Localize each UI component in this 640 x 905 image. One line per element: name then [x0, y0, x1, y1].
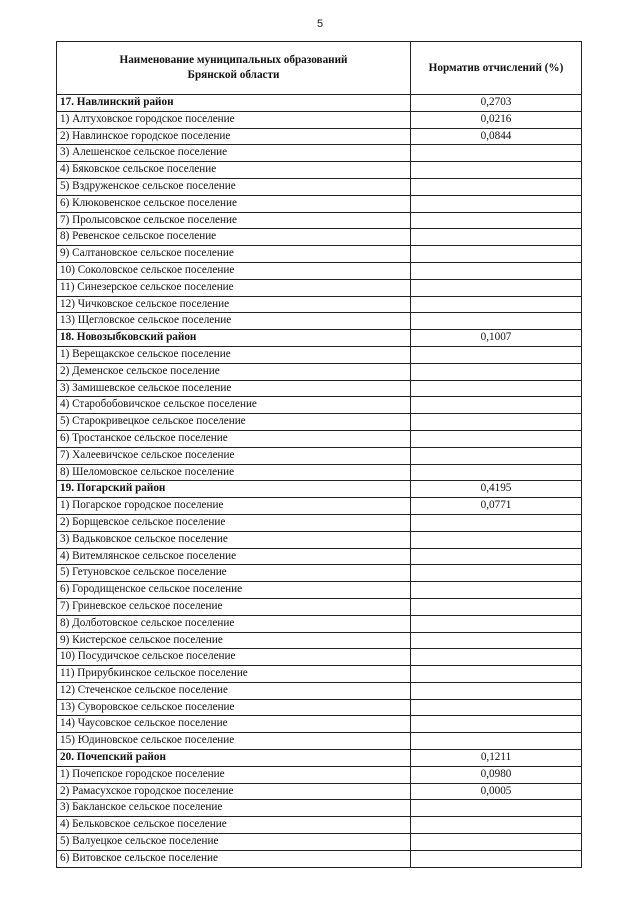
norm-value: 0,2703: [411, 95, 582, 112]
table-row: [57, 565, 582, 582]
table-row: [57, 699, 582, 716]
norm-value: [411, 464, 582, 481]
settlement-name: 3) Алешенское сельское поселение: [57, 145, 411, 162]
table-row: [57, 279, 582, 296]
table-row: [57, 666, 582, 683]
settlement-name: 7) Гриневское сельское поселение: [57, 598, 411, 615]
table-row: [57, 162, 582, 179]
settlement-name: 14) Чаусовское сельское поселение: [57, 716, 411, 733]
district-name: 18. Новозыбковский район: [57, 330, 411, 347]
settlement-name: 3) Замишевское сельское поселение: [57, 380, 411, 397]
table-row: [57, 834, 582, 851]
table-row: [57, 111, 582, 128]
settlement-name: 6) Городищенское сельское поселение: [57, 582, 411, 599]
settlement-name: 4) Старобобовичское сельское поселение: [57, 397, 411, 414]
norm-value: [411, 615, 582, 632]
norm-value: 0,0844: [411, 128, 582, 145]
norm-value: [411, 346, 582, 363]
norm-value: [411, 178, 582, 195]
table-row: [57, 783, 582, 800]
norm-value: 0,4195: [411, 481, 582, 498]
page-number: 5: [316, 18, 324, 30]
header-name-line1: Наименование муниципальных образований: [119, 54, 348, 66]
settlement-name: 4) Бяковское сельское поселение: [57, 162, 411, 179]
table-row: [57, 733, 582, 750]
header-row: [57, 42, 582, 95]
settlement-name: 12) Стеченское сельское поселение: [57, 682, 411, 699]
table-row: [57, 531, 582, 548]
table-body: [57, 95, 582, 868]
table-row: [57, 313, 582, 330]
district-row: [57, 95, 582, 112]
norm-value: [411, 666, 582, 683]
settlement-name: 2) Борщевское сельское поселение: [57, 514, 411, 531]
norm-value: [411, 716, 582, 733]
settlement-name: 10) Посудичское сельское поселение: [57, 649, 411, 666]
settlement-name: 5) Гетуновское сельское поселение: [57, 565, 411, 582]
table-row: [57, 414, 582, 431]
table-header: [57, 42, 582, 95]
settlement-name: 6) Тростанское сельское поселение: [57, 430, 411, 447]
settlement-name: 10) Соколовское сельское поселение: [57, 262, 411, 279]
norm-value: [411, 430, 582, 447]
norm-value: [411, 296, 582, 313]
norm-value: [411, 834, 582, 851]
settlement-name: 5) Старокривецкое сельское поселение: [57, 414, 411, 431]
district-row: [57, 750, 582, 767]
norm-value: [411, 582, 582, 599]
norm-value: [411, 850, 582, 867]
table-row: [57, 682, 582, 699]
table-row: [57, 195, 582, 212]
norm-value: 0,0980: [411, 766, 582, 783]
district-name: 19. Погарский район: [57, 481, 411, 498]
norm-value: [411, 229, 582, 246]
norm-value: [411, 565, 582, 582]
settlement-name: 4) Витемлянское сельское поселение: [57, 548, 411, 565]
table-row: [57, 229, 582, 246]
settlement-name: 3) Бакланское сельское поселение: [57, 800, 411, 817]
settlement-name: 1) Почепское городское поселение: [57, 766, 411, 783]
settlement-name: 12) Чичковское сельское поселение: [57, 296, 411, 313]
table-row: [57, 548, 582, 565]
norm-value: 0,0216: [411, 111, 582, 128]
norm-value: 0,0005: [411, 783, 582, 800]
norm-value: [411, 162, 582, 179]
norm-value: 0,1211: [411, 750, 582, 767]
norm-value: [411, 733, 582, 750]
table-row: [57, 363, 582, 380]
norm-value: [411, 262, 582, 279]
settlement-name: 9) Кистерское сельское поселение: [57, 632, 411, 649]
settlement-name: 11) Синезерское сельское поселение: [57, 279, 411, 296]
norm-value: [411, 363, 582, 380]
table-row: [57, 430, 582, 447]
settlement-name: 13) Щегловское сельское поселение: [57, 313, 411, 330]
settlement-name: 3) Вадьковское сельское поселение: [57, 531, 411, 548]
header-name: [57, 42, 411, 95]
norm-value: [411, 380, 582, 397]
norm-value: 0,1007: [411, 330, 582, 347]
settlement-name: 9) Салтановское сельское поселение: [57, 246, 411, 263]
district-name: 17. Навлинский район: [57, 95, 411, 112]
table-row: [57, 212, 582, 229]
norm-value: [411, 246, 582, 263]
table-row: [57, 514, 582, 531]
norm-value: [411, 145, 582, 162]
settlement-name: 2) Навлинское городское поселение: [57, 128, 411, 145]
norm-value: [411, 548, 582, 565]
table-row: [57, 262, 582, 279]
norm-value: [411, 212, 582, 229]
table-row: [57, 817, 582, 834]
norm-value: [411, 313, 582, 330]
norm-value: [411, 682, 582, 699]
settlement-name: 11) Прирубкинское сельское поселение: [57, 666, 411, 683]
table-row: [57, 649, 582, 666]
settlement-name: 1) Верещакское сельское поселение: [57, 346, 411, 363]
district-row: [57, 481, 582, 498]
table-row: [57, 766, 582, 783]
table-row: [57, 178, 582, 195]
table-row: [57, 598, 582, 615]
table-row: [57, 145, 582, 162]
table-row: [57, 615, 582, 632]
table-row: [57, 447, 582, 464]
norm-value: [411, 699, 582, 716]
settlement-name: 8) Шеломовское сельское поселение: [57, 464, 411, 481]
settlement-name: 1) Погарское городское поселение: [57, 498, 411, 515]
district-name: 20. Почепский район: [57, 750, 411, 767]
norm-value: [411, 195, 582, 212]
norm-value: [411, 531, 582, 548]
table-row: [57, 464, 582, 481]
settlement-name: 15) Юдиновское сельское поселение: [57, 733, 411, 750]
table-row: [57, 800, 582, 817]
table-row: [57, 716, 582, 733]
table-row: [57, 128, 582, 145]
table-row: [57, 397, 582, 414]
norm-value: 0,0771: [411, 498, 582, 515]
norms-table: [56, 41, 582, 868]
norm-value: [411, 279, 582, 296]
settlement-name: 2) Рамасухское городское поселение: [57, 783, 411, 800]
settlement-name: 5) Вздруженское сельское поселение: [57, 178, 411, 195]
table-row: [57, 582, 582, 599]
settlement-name: 6) Витовское сельское поселение: [57, 850, 411, 867]
norm-value: [411, 817, 582, 834]
norm-value: [411, 414, 582, 431]
table-row: [57, 850, 582, 867]
table-row: [57, 346, 582, 363]
table-row: [57, 498, 582, 515]
norm-value: [411, 397, 582, 414]
settlement-name: 6) Клюковенское сельское поселение: [57, 195, 411, 212]
district-row: [57, 330, 582, 347]
settlement-name: 1) Алтуховское городское поселение: [57, 111, 411, 128]
norm-value: [411, 447, 582, 464]
settlement-name: 5) Валуецкое сельское поселение: [57, 834, 411, 851]
table-row: [57, 380, 582, 397]
header-name-line2: Брянской области: [187, 69, 280, 81]
norm-value: [411, 514, 582, 531]
norm-value: [411, 649, 582, 666]
settlement-name: 7) Пролысовское сельское поселение: [57, 212, 411, 229]
settlement-name: 8) Ревенское сельское поселение: [57, 229, 411, 246]
norm-value: [411, 598, 582, 615]
settlement-name: 8) Долботовское сельское поселение: [57, 615, 411, 632]
settlement-name: 13) Суворовское сельское поселение: [57, 699, 411, 716]
norm-value: [411, 800, 582, 817]
settlement-name: 2) Деменское сельское поселение: [57, 363, 411, 380]
settlement-name: 4) Бельковское сельское поселение: [57, 817, 411, 834]
settlement-name: 7) Халеевичское сельское поселение: [57, 447, 411, 464]
norm-value: [411, 632, 582, 649]
table-row: [57, 296, 582, 313]
table-row: [57, 632, 582, 649]
table-row: [57, 246, 582, 263]
header-value: Норматив отчислений (%): [411, 42, 582, 95]
